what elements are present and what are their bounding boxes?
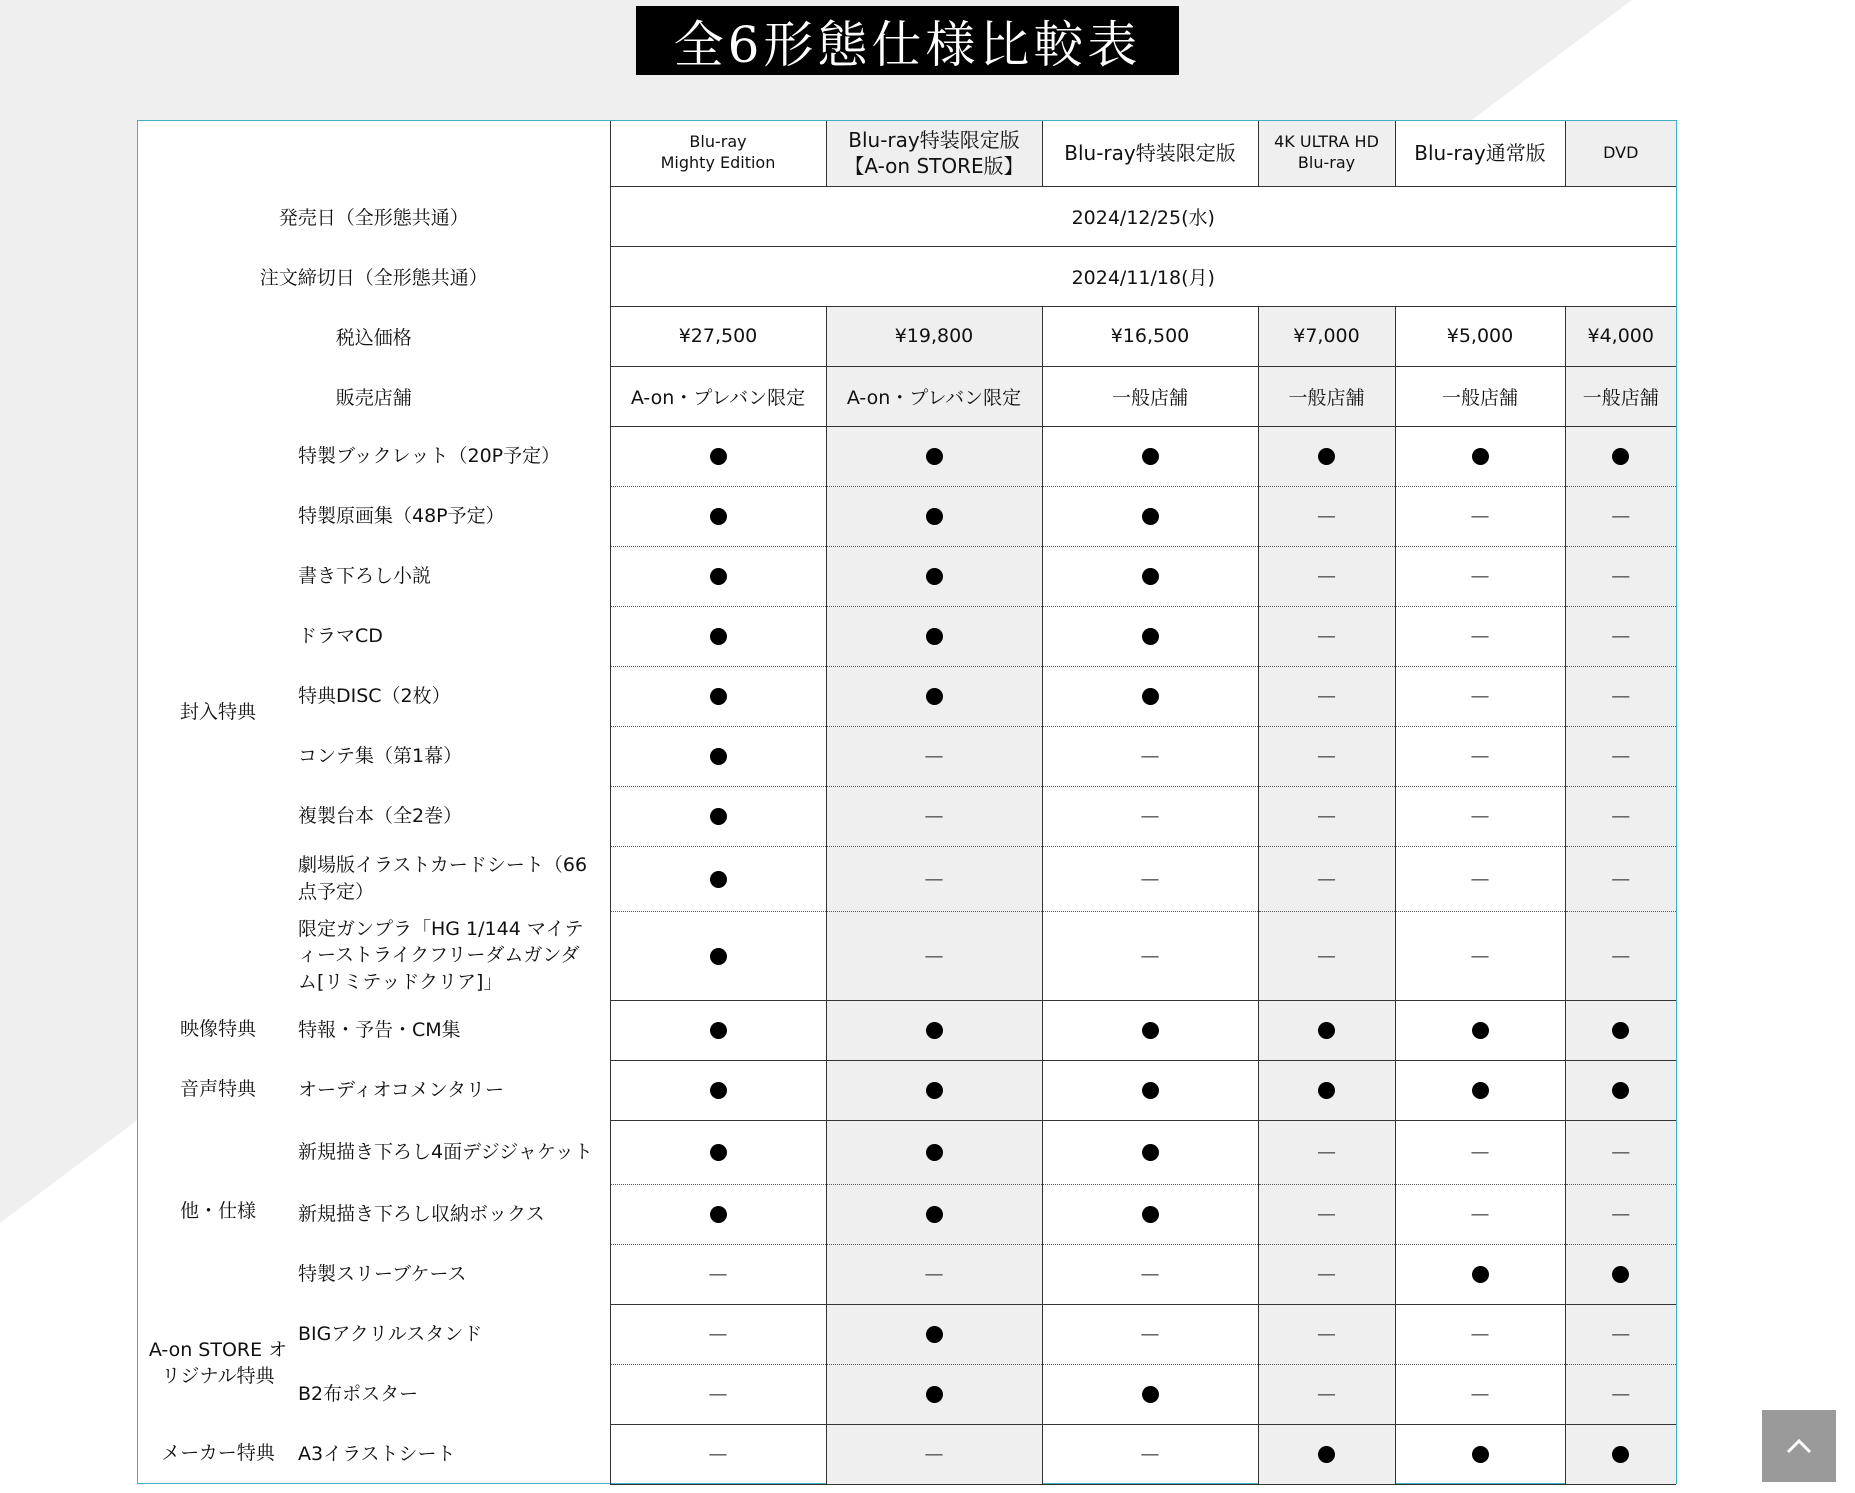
column-header-limited: [1042, 121, 1258, 186]
not-included-mark: —: [924, 944, 944, 967]
not-included-mark: —: [1317, 805, 1336, 827]
feature-label: 特典DISC（2枚）: [298, 684, 451, 707]
feature-row: [138, 1120, 1676, 1184]
feature-cell: [1042, 1244, 1258, 1304]
feature-label: B2布ポスター: [298, 1382, 419, 1405]
feature-cell: [1565, 786, 1676, 846]
order-deadline-row: [138, 246, 1676, 306]
included-mark: [1142, 1386, 1159, 1403]
feature-row: [138, 911, 1676, 1000]
not-included-mark: —: [1611, 1141, 1631, 1163]
not-included-mark: —: [924, 867, 944, 890]
feature-cell: [610, 1364, 826, 1424]
header-corner: [138, 121, 610, 186]
included-mark: [1318, 1446, 1335, 1463]
feature-cell: [610, 846, 826, 911]
column-header-line: Blu-ray特装限定版: [848, 128, 1020, 153]
feature-cell: [1395, 426, 1565, 486]
price-row: [138, 306, 1676, 366]
feature-cell: [1258, 1244, 1395, 1304]
not-included-mark: —: [1317, 944, 1336, 967]
included-mark: [1142, 448, 1159, 465]
feature-cell: [826, 846, 1042, 911]
not-included-mark: —: [1470, 867, 1490, 890]
price-cell: ¥5,000: [1395, 306, 1565, 366]
included-mark: [926, 1206, 943, 1223]
not-included-mark: —: [1317, 1141, 1336, 1163]
not-included-mark: —: [1470, 1203, 1490, 1225]
not-included-mark: —: [924, 805, 944, 827]
feature-cell: [826, 666, 1042, 726]
not-included-mark: —: [1317, 1323, 1336, 1345]
feature-cell: [610, 606, 826, 666]
included-mark: [710, 568, 727, 585]
included-mark: [710, 508, 727, 525]
feature-label: ドラマCD: [298, 624, 383, 647]
not-included-mark: —: [1317, 505, 1336, 527]
column-header-aon-store-limited: [826, 121, 1042, 186]
feature-cell: [1258, 1120, 1395, 1184]
feature-cell: [610, 786, 826, 846]
not-included-mark: —: [1317, 745, 1336, 767]
feature-cell: [826, 606, 1042, 666]
not-included-mark: —: [1317, 625, 1336, 647]
included-mark: [710, 808, 727, 825]
not-included-mark: —: [1140, 1443, 1160, 1465]
feature-cell: [1565, 486, 1676, 546]
feature-cell: [1042, 1000, 1258, 1060]
feature-cell: [826, 1304, 1042, 1364]
feature-row: [138, 666, 1676, 726]
included-mark: [710, 1082, 727, 1099]
not-included-mark: —: [1611, 505, 1631, 527]
not-included-mark: —: [1611, 944, 1631, 967]
feature-cell: [1395, 546, 1565, 606]
price-cell: ¥27,500: [610, 306, 826, 366]
feature-cell: [610, 546, 826, 606]
price-label: 税込価格: [335, 326, 412, 349]
included-mark: [1472, 1266, 1489, 1283]
feature-cell: [1395, 1364, 1565, 1424]
chevron-up-icon: [1786, 1438, 1812, 1454]
feature-cell: [1258, 1060, 1395, 1120]
not-included-mark: —: [1317, 1383, 1336, 1405]
included-mark: [1612, 448, 1629, 465]
included-mark: [1318, 1022, 1335, 1039]
feature-cell: [1565, 1424, 1676, 1484]
feature-cell: [1395, 911, 1565, 1000]
included-mark: [710, 1144, 727, 1161]
feature-row: [138, 1060, 1676, 1120]
included-mark: [926, 448, 943, 465]
included-mark: [1142, 628, 1159, 645]
category-label: 映像特典: [179, 1018, 256, 1041]
category-label: 封入特典: [179, 701, 256, 724]
not-included-mark: —: [1140, 867, 1160, 890]
feature-cell: [826, 911, 1042, 1000]
feature-cell: [826, 1364, 1042, 1424]
not-included-mark: —: [1317, 565, 1336, 587]
not-included-mark: —: [708, 1263, 728, 1285]
feature-cell: [610, 1424, 826, 1484]
feature-label: 新規描き下ろし収納ボックス: [298, 1202, 545, 1225]
included-mark: [926, 628, 943, 645]
price-cell: ¥7,000: [1258, 306, 1395, 366]
feature-cell: [610, 666, 826, 726]
feature-cell: [1042, 1364, 1258, 1424]
column-header-line: Blu-ray通常版: [1414, 141, 1546, 166]
feature-cell: [610, 486, 826, 546]
feature-cell: [1565, 1304, 1676, 1364]
included-mark: [926, 1326, 943, 1343]
included-mark: [1472, 1022, 1489, 1039]
not-included-mark: —: [1611, 685, 1631, 707]
feature-cell: [1258, 726, 1395, 786]
feature-label: 特製原画集（48P予定）: [298, 504, 505, 527]
feature-cell: [1565, 666, 1676, 726]
release-date-label: 発売日（全形態共通）: [278, 206, 469, 229]
not-included-mark: —: [1611, 867, 1631, 890]
feature-cell: [1395, 486, 1565, 546]
feature-label: 新規描き下ろし4面デジジャケット: [298, 1140, 593, 1163]
included-mark: [926, 568, 943, 585]
feature-cell: [1258, 606, 1395, 666]
feature-cell: [1565, 846, 1676, 911]
feature-cell: [1565, 726, 1676, 786]
feature-cell: [826, 726, 1042, 786]
feature-cell: [1565, 1060, 1676, 1120]
feature-cell: [1258, 786, 1395, 846]
not-included-mark: —: [1470, 805, 1490, 827]
feature-cell: [1042, 786, 1258, 846]
column-header-line: 【A-on STORE版】: [844, 154, 1024, 179]
not-included-mark: —: [1470, 745, 1490, 767]
feature-cell: [826, 546, 1042, 606]
feature-cell: [1565, 1120, 1676, 1184]
feature-cell: [826, 426, 1042, 486]
feature-cell: [1042, 426, 1258, 486]
column-header-line: Blu-ray: [1297, 153, 1356, 173]
feature-cell: [826, 1244, 1042, 1304]
order-deadline-value: 2024/11/18(月): [610, 246, 1676, 306]
feature-cell: [1258, 486, 1395, 546]
feature-cell: [1395, 1000, 1565, 1060]
feature-label: 特報・予告・CM集: [298, 1018, 461, 1041]
feature-cell: [1042, 486, 1258, 546]
included-mark: [1142, 1144, 1159, 1161]
category-label: 音声特典: [179, 1078, 256, 1101]
feature-cell: [1042, 1304, 1258, 1364]
feature-row: [138, 1364, 1676, 1424]
included-mark: [1612, 1266, 1629, 1283]
feature-cell: [1042, 546, 1258, 606]
feature-cell: [610, 1244, 826, 1304]
column-header-4k-uhd: [1258, 121, 1395, 186]
release-date-row: [138, 186, 1676, 246]
feature-cell: [826, 786, 1042, 846]
feature-cell: [1565, 606, 1676, 666]
included-mark: [1142, 508, 1159, 525]
not-included-mark: —: [1470, 1383, 1490, 1405]
included-mark: [926, 688, 943, 705]
column-header-mighty-edition: [610, 121, 826, 186]
feature-label: BIGアクリルスタンド: [298, 1322, 483, 1345]
included-mark: [926, 1386, 943, 1403]
included-mark: [1142, 568, 1159, 585]
feature-cell: [1565, 1364, 1676, 1424]
feature-cell: [1395, 846, 1565, 911]
included-mark: [1472, 1082, 1489, 1099]
feature-cell: [1258, 1000, 1395, 1060]
feature-cell: [610, 426, 826, 486]
feature-cell: [1565, 911, 1676, 1000]
price-cell: ¥4,000: [1565, 306, 1676, 366]
feature-cell: [1395, 606, 1565, 666]
store-cell: 一般店舗: [1395, 366, 1565, 426]
not-included-mark: —: [1140, 1323, 1160, 1345]
store-cell: A-on・プレバン限定: [826, 366, 1042, 426]
included-mark: [710, 748, 727, 765]
store-cell: 一般店舗: [1042, 366, 1258, 426]
not-included-mark: —: [1611, 625, 1631, 647]
feature-row: [138, 1244, 1676, 1304]
not-included-mark: —: [1317, 1263, 1336, 1285]
included-mark: [1142, 688, 1159, 705]
not-included-mark: —: [1611, 745, 1631, 767]
feature-label: 限定ガンプラ「HG 1/144 マイティーストライクフリーダムガンダム[リミテッドクリア]」: [298, 917, 584, 993]
not-included-mark: —: [1140, 944, 1160, 967]
feature-cell: [1395, 1120, 1565, 1184]
feature-label: 特製スリーブケース: [298, 1262, 467, 1285]
included-mark: [1472, 448, 1489, 465]
feature-cell: [1042, 726, 1258, 786]
feature-cell: [1042, 911, 1258, 1000]
included-mark: [710, 628, 727, 645]
not-included-mark: —: [1611, 1203, 1631, 1225]
feature-cell: [826, 1184, 1042, 1244]
store-cell: 一般店舗: [1258, 366, 1395, 426]
feature-cell: [1565, 546, 1676, 606]
feature-cell: [1258, 1184, 1395, 1244]
feature-label: 劇場版イラストカードシート（66点予定）: [298, 853, 588, 903]
not-included-mark: —: [1470, 1141, 1490, 1163]
feature-cell: [1565, 1000, 1676, 1060]
order-deadline-label: 注文締切日（全形態共通）: [259, 266, 488, 289]
feature-cell: [826, 1424, 1042, 1484]
included-mark: [1612, 1022, 1629, 1039]
feature-label: コンテ集（第1幕）: [298, 744, 463, 767]
included-mark: [1318, 1082, 1335, 1099]
feature-cell: [1395, 1424, 1565, 1484]
feature-cell: [1042, 606, 1258, 666]
feature-label: オーディオコメンタリー: [298, 1078, 504, 1101]
included-mark: [1472, 1446, 1489, 1463]
feature-row: [138, 726, 1676, 786]
price-cell: ¥16,500: [1042, 306, 1258, 366]
feature-cell: [1258, 1364, 1395, 1424]
store-cell: 一般店舗: [1565, 366, 1676, 426]
not-included-mark: —: [1140, 1263, 1160, 1285]
feature-row: [138, 1184, 1676, 1244]
not-included-mark: —: [1611, 565, 1631, 587]
category-label: メーカー特典: [161, 1442, 275, 1465]
included-mark: [710, 688, 727, 705]
included-mark: [1318, 448, 1335, 465]
not-included-mark: —: [1317, 867, 1336, 890]
column-header-line: Blu-ray: [689, 132, 747, 152]
not-included-mark: —: [1317, 1203, 1336, 1225]
included-mark: [1142, 1082, 1159, 1099]
feature-cell: [1042, 666, 1258, 726]
not-included-mark: —: [1470, 1323, 1490, 1345]
feature-cell: [1395, 1244, 1565, 1304]
store-cell: A-on・プレバン限定: [610, 366, 826, 426]
not-included-mark: —: [924, 745, 944, 767]
header-row: [138, 121, 1676, 186]
category-label: A-on STORE オリジナル特典: [148, 1339, 288, 1387]
feature-row: [138, 1424, 1676, 1484]
feature-row: [138, 606, 1676, 666]
not-included-mark: —: [708, 1323, 728, 1345]
page-title: 全6形態仕様比較表: [636, 6, 1179, 75]
included-mark: [926, 1082, 943, 1099]
included-mark: [710, 948, 727, 965]
included-mark: [710, 871, 727, 888]
not-included-mark: —: [1140, 745, 1160, 767]
included-mark: [1142, 1206, 1159, 1223]
category-label: 他・仕様: [179, 1200, 256, 1223]
feature-row: [138, 786, 1676, 846]
feature-label: 特製ブックレット（20P予定）: [298, 444, 561, 467]
not-included-mark: —: [1140, 805, 1160, 827]
feature-cell: [1258, 1304, 1395, 1364]
feature-row: [138, 426, 1676, 486]
feature-cell: [1258, 426, 1395, 486]
feature-cell: [610, 911, 826, 1000]
feature-cell: [826, 486, 1042, 546]
feature-cell: [1258, 666, 1395, 726]
feature-cell: [610, 1000, 826, 1060]
not-included-mark: —: [1470, 625, 1490, 647]
feature-cell: [1042, 1424, 1258, 1484]
feature-cell: [610, 1184, 826, 1244]
feature-cell: [1395, 1304, 1565, 1364]
feature-label: 書き下ろし小説: [298, 564, 432, 587]
not-included-mark: —: [1470, 505, 1490, 527]
feature-cell: [1258, 846, 1395, 911]
feature-cell: [1395, 1060, 1565, 1120]
feature-cell: [1395, 726, 1565, 786]
feature-label: A3イラストシート: [298, 1442, 456, 1465]
release-date-value: 2024/12/25(水): [610, 186, 1676, 246]
feature-cell: [610, 726, 826, 786]
feature-cell: [610, 1120, 826, 1184]
stores-label: 販売店舗: [335, 386, 412, 409]
column-header-standard: [1395, 121, 1565, 186]
feature-cell: [1042, 1184, 1258, 1244]
feature-cell: [1258, 1424, 1395, 1484]
feature-cell: [1258, 546, 1395, 606]
included-mark: [710, 448, 727, 465]
not-included-mark: —: [1611, 1383, 1631, 1405]
feature-cell: [1042, 1120, 1258, 1184]
feature-cell: [1395, 1184, 1565, 1244]
not-included-mark: —: [1470, 944, 1490, 967]
feature-row: [138, 546, 1676, 606]
included-mark: [926, 1022, 943, 1039]
feature-cell: [1565, 1244, 1676, 1304]
included-mark: [710, 1206, 727, 1223]
feature-cell: [610, 1304, 826, 1364]
feature-cell: [1042, 1060, 1258, 1120]
feature-cell: [1395, 786, 1565, 846]
not-included-mark: —: [1470, 685, 1490, 707]
feature-row: [138, 486, 1676, 546]
feature-row: [138, 1000, 1676, 1060]
included-mark: [926, 508, 943, 525]
not-included-mark: —: [924, 1263, 944, 1285]
scroll-to-top-button[interactable]: [1762, 1410, 1836, 1482]
included-mark: [710, 1022, 727, 1039]
not-included-mark: —: [1470, 565, 1490, 587]
feature-cell: [1258, 911, 1395, 1000]
included-mark: [1612, 1082, 1629, 1099]
feature-row: [138, 1304, 1676, 1364]
feature-cell: [1395, 666, 1565, 726]
feature-cell: [610, 1060, 826, 1120]
feature-cell: [826, 1120, 1042, 1184]
feature-row: [138, 846, 1676, 911]
included-mark: [1612, 1446, 1629, 1463]
column-header-line: Blu-ray特装限定版: [1064, 141, 1236, 166]
feature-cell: [1565, 426, 1676, 486]
not-included-mark: —: [1611, 805, 1631, 827]
included-mark: [1142, 1022, 1159, 1039]
column-header-line: Mighty Edition: [660, 153, 776, 173]
feature-cell: [826, 1060, 1042, 1120]
feature-cell: [1565, 1184, 1676, 1244]
not-included-mark: —: [708, 1383, 728, 1405]
feature-label: 複製台本（全2巻）: [298, 804, 463, 827]
price-cell: ¥19,800: [826, 306, 1042, 366]
not-included-mark: —: [924, 1443, 944, 1465]
comparison-table: [137, 120, 1677, 1484]
stores-row: [138, 366, 1676, 426]
column-header-line: 4K ULTRA HD: [1274, 132, 1379, 152]
feature-cell: [826, 1000, 1042, 1060]
not-included-mark: —: [1611, 1323, 1631, 1345]
not-included-mark: —: [708, 1443, 728, 1465]
column-header-dvd: [1565, 121, 1676, 186]
column-header-line: DVD: [1603, 142, 1639, 162]
feature-cell: [1042, 846, 1258, 911]
included-mark: [926, 1144, 943, 1161]
not-included-mark: —: [1317, 685, 1336, 707]
